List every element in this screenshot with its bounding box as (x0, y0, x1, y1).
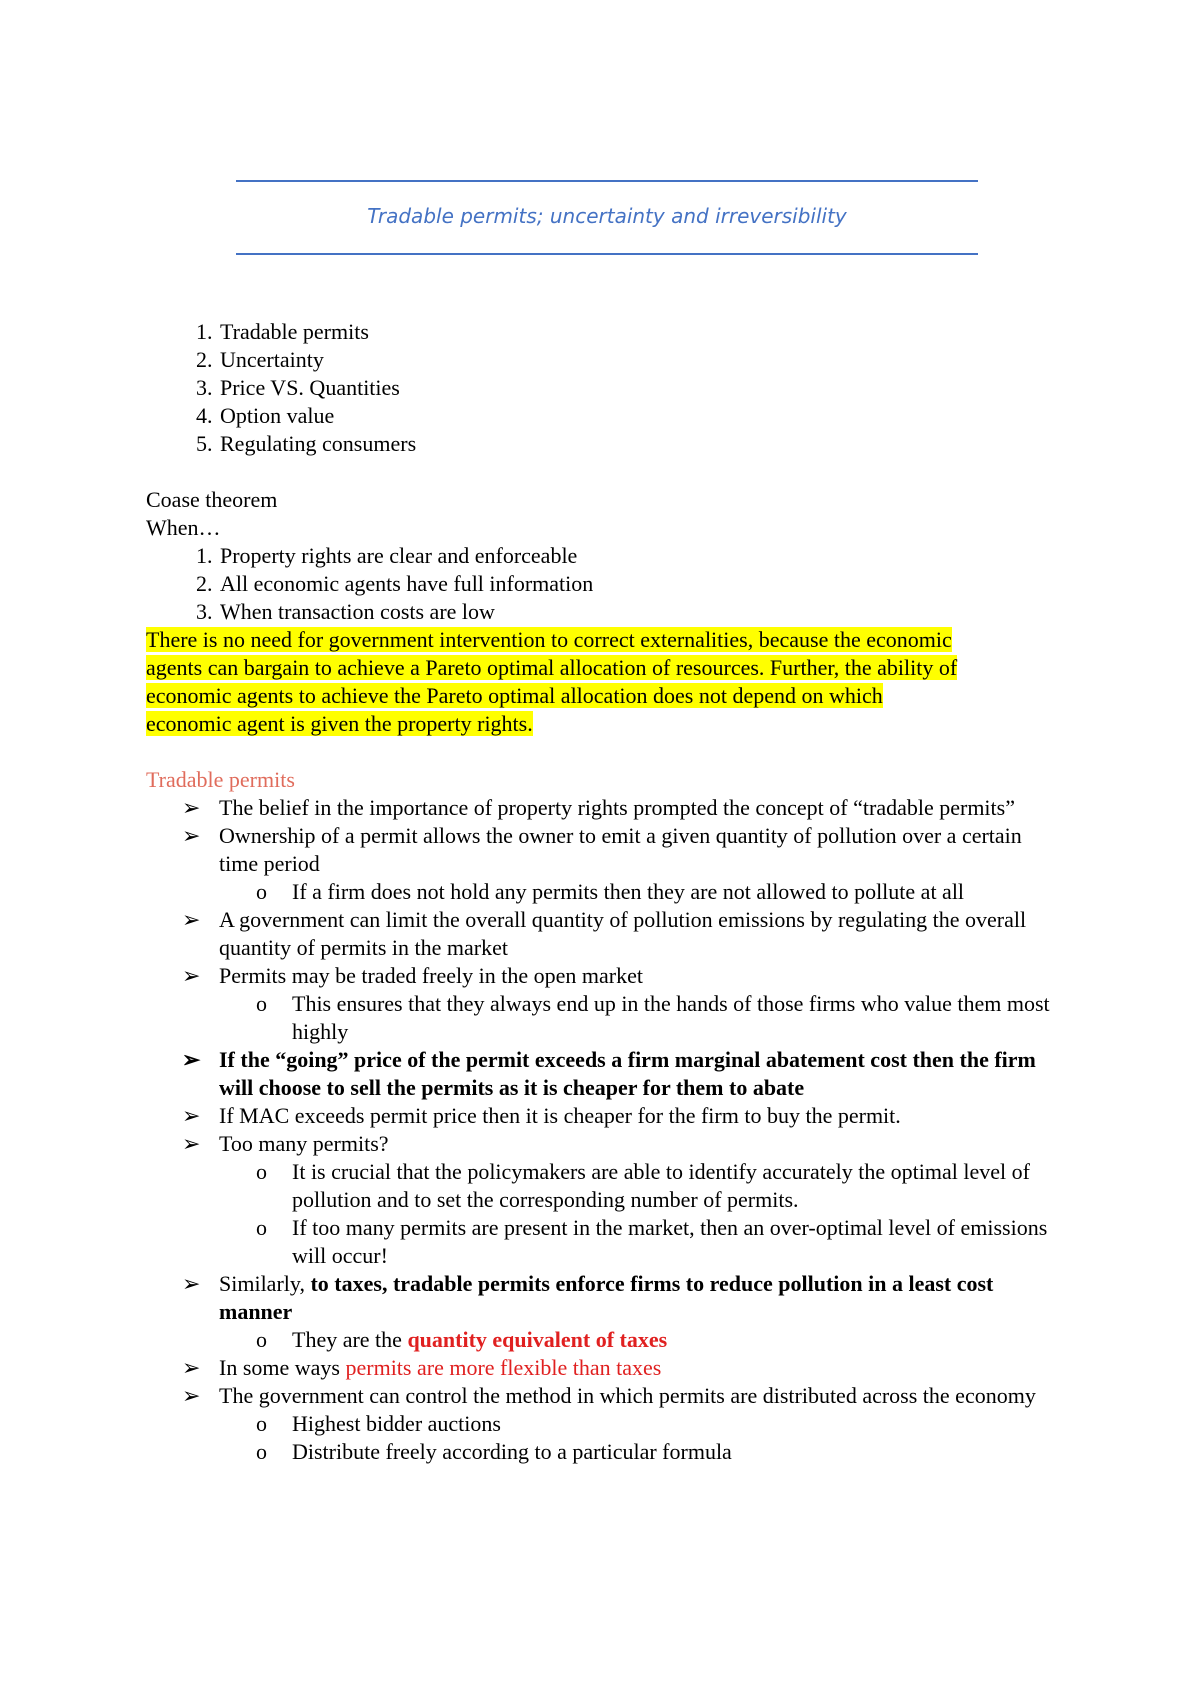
title-rule-bottom (236, 253, 978, 255)
coase-condition: 2. All economic agents have full information (218, 570, 1066, 598)
bullet-text: Ownership of a permit allows the owner to emit a given quantity of pollution over a certain time period (219, 823, 1022, 876)
sub-bullet-text: It is crucial that the policymakers are able to identify accurately the optimal level of pollution and to set the corresponding number of permits. (292, 1159, 1030, 1212)
outline-item: 5. Regulating consumers (218, 430, 1066, 458)
sub-bullet-text-emphasis: quantity equivalent of taxes (407, 1327, 668, 1352)
arrow-bullet-icon: ➢ (182, 1103, 201, 1128)
coase-conditions-list (146, 542, 1066, 626)
sub-bullet-item (146, 878, 1066, 906)
sub-bullet-text: This ensures that they always end up in the hands of those firms who value them most highly (292, 991, 1050, 1044)
sub-bullet-item (146, 1326, 1066, 1354)
circle-bullet-icon: o (256, 879, 267, 904)
bullet-item (146, 1102, 1066, 1130)
bullet-item (146, 1046, 1066, 1102)
highlighted-line: There is no need for government intervention to correct externalities, because the economic (146, 627, 952, 652)
outline-item: 3. Price VS. Quantities (218, 374, 1066, 402)
bullet-item (146, 1382, 1066, 1410)
coase-conclusion (146, 626, 1066, 738)
bullet-item (146, 822, 1066, 878)
sub-bullet-item (146, 1438, 1066, 1466)
bullet-item (146, 1354, 1066, 1382)
highlighted-line: economic agent is given the property rights. (146, 711, 533, 736)
sub-bullet-item (146, 1158, 1066, 1214)
arrow-bullet-icon: ➢ (182, 823, 201, 848)
spacer (146, 738, 1066, 766)
outline-list (146, 318, 1066, 458)
title-rule-top (236, 180, 978, 182)
outline-item: 1. Tradable permits (218, 318, 1066, 346)
sub-bullet-item (146, 1214, 1066, 1270)
circle-bullet-icon: o (256, 1327, 267, 1352)
bullet-text: If the “going” price of the permit exceeds a firm marginal abatement cost then the firm will choose to sell the permits as it is cheaper for them to abate (219, 1047, 1036, 1100)
arrow-bullet-icon: ➢ (182, 1383, 201, 1408)
sub-bullet-text: If a firm does not hold any permits then they are not allowed to pollute at all (292, 879, 965, 904)
arrow-bullet-icon: ➢ (182, 795, 201, 820)
sub-bullet-text: Highest bidder auctions (292, 1411, 501, 1436)
sub-bullet-text: If too many permits are present in the market, then an over-optimal level of emissions will occur! (292, 1215, 1048, 1268)
circle-bullet-icon: o (256, 1439, 267, 1464)
coase-condition: 3. When transaction costs are low (218, 598, 1066, 626)
arrow-bullet-icon: ➢ (182, 907, 201, 932)
bullet-text: The government can control the method in which permits are distributed across the economy (219, 1383, 1036, 1408)
sub-bullet-text: Distribute freely according to a particular formula (292, 1439, 732, 1464)
arrow-bullet-icon: ➢ (182, 1131, 201, 1156)
arrow-bullet-icon: ➢ (182, 1355, 201, 1380)
bullet-item (146, 794, 1066, 822)
circle-bullet-icon: o (256, 1159, 267, 1184)
bullet-item (146, 1130, 1066, 1158)
circle-bullet-icon: o (256, 991, 267, 1016)
highlighted-line: agents can bargain to achieve a Pareto optimal allocation of resources. Further, the ability of (146, 655, 958, 680)
arrow-bullet-icon: ➢ (182, 1271, 201, 1296)
bullet-text: A government can limit the overall quantity of pollution emissions by regulating the overall quantity of permits in the market (219, 907, 1027, 960)
bullet-text: If MAC exceeds permit price then it is cheaper for the firm to buy the permit. (219, 1103, 901, 1128)
bullet-item (146, 906, 1066, 962)
outline-item: 2. Uncertainty (218, 346, 1066, 374)
arrow-bullet-icon: ➢ (182, 963, 201, 988)
coase-condition: 1. Property rights are clear and enforceable (218, 542, 1066, 570)
bullet-text: Permits may be traded freely in the open market (219, 963, 643, 988)
bullet-text-bold: to taxes, tradable permits enforce firms to reduce pollution in a least cost manner (219, 1271, 994, 1324)
circle-bullet-icon: o (256, 1215, 267, 1240)
arrow-bullet-icon: ➢ (182, 1047, 201, 1072)
circle-bullet-icon: o (256, 1411, 267, 1436)
document-body (146, 318, 1066, 1466)
bullet-text: Too many permits? (219, 1131, 389, 1156)
outline-item: 4. Option value (218, 402, 1066, 430)
bullet-text-emphasis: permits are more flexible than taxes (345, 1355, 662, 1380)
bullet-text-prefix: Similarly, (219, 1271, 311, 1296)
document-title: Tradable permits; uncertainty and irreversibility (367, 204, 847, 228)
sub-bullet-text-prefix: They are the (292, 1327, 408, 1352)
bullet-text-prefix: In some ways (219, 1355, 346, 1380)
sub-bullet-item (146, 990, 1066, 1046)
spacer (146, 458, 1066, 486)
highlighted-line: economic agents to achieve the Pareto optimal allocation does not depend on which (146, 683, 883, 708)
tradable-permits-bullets (146, 794, 1066, 1466)
coase-intro: When… (146, 515, 221, 540)
bullet-item (146, 1270, 1066, 1326)
section-heading-tradable-permits: Tradable permits (146, 767, 295, 792)
bullet-text: The belief in the importance of property rights prompted the concept of “tradable permits” (219, 795, 1015, 820)
sub-bullet-item (146, 1410, 1066, 1438)
bullet-item (146, 962, 1066, 990)
coase-heading: Coase theorem (146, 487, 278, 512)
